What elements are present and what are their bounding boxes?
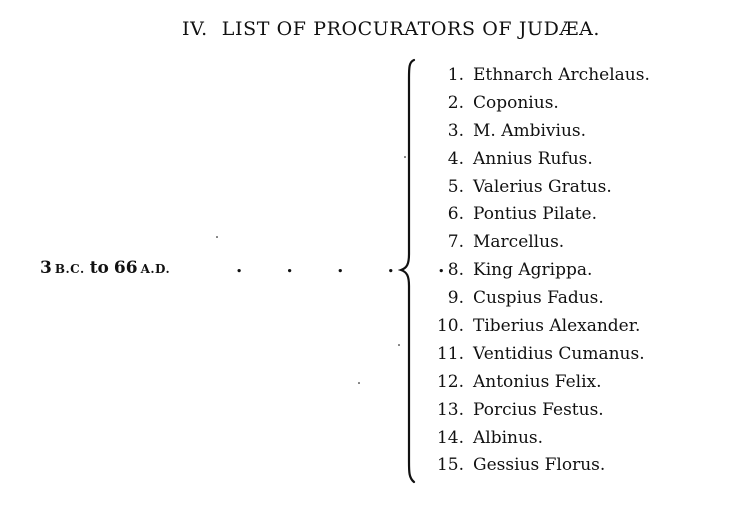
entry-name: Albinus. [473,427,544,448]
procurator-entry [426,174,650,202]
entry-number: 7. [447,232,464,253]
leader-dots: . . . . . [236,256,445,277]
scan-speck [404,156,406,158]
procurator-entry [426,452,650,480]
entry-name: Porcius Festus. [473,399,604,420]
procurator-entry [426,201,650,229]
entry-name: Valerius Gratus. [473,176,612,197]
procurator-entry [426,285,650,313]
entry-number: 4. [447,148,464,169]
curly-brace [398,58,420,486]
entry-number: 10. [436,316,464,337]
entry-number: 9. [447,288,464,309]
scan-speck [358,382,360,384]
start-era: B.C. [54,262,85,276]
start-year: 3 [40,258,52,278]
procurator-entry [426,62,650,90]
entry-number: 11. [436,343,464,364]
entry-name: Cuspius Fadus. [473,288,604,309]
entry-number: 8. [447,260,464,281]
procurator-entry [426,229,650,257]
procurator-list [426,62,650,480]
scan-speck [216,236,218,238]
procurator-entry [426,425,650,453]
procurator-entry [426,118,650,146]
entry-name: Coponius. [473,92,559,113]
end-era: A.D. [140,262,171,276]
procurator-entry [426,90,650,118]
entry-name: Antonius Felix. [473,371,602,392]
entry-number: 14. [436,427,464,448]
procurator-entry [426,341,650,369]
procurator-entry [426,313,650,341]
entry-number: 6. [447,204,464,225]
entry-name: Ethnarch Archelaus. [473,65,650,85]
entry-number: 15. [436,455,464,476]
procurator-entry [426,146,650,174]
entry-name: Ventidius Cumanus. [473,343,645,364]
procurator-entry [426,257,650,285]
scan-speck [398,344,400,346]
entry-name: Annius Rufus. [473,148,593,169]
entry-number: 12. [436,371,464,392]
end-year: 66 [113,258,138,278]
entry-name: Marcellus. [473,232,565,253]
entry-name: Pontius Pilate. [473,204,598,225]
page-heading [182,18,600,40]
entry-name: Tiberius Alexander. [473,316,641,337]
procurator-entry [426,397,650,425]
entry-name: Gessius Florus. [473,455,606,476]
section-numeral: IV. [182,18,208,40]
procurator-entry [426,369,650,397]
entry-number: 2. [447,92,464,113]
entry-number: 5. [447,176,464,197]
entry-name: M. Ambivius. [473,120,587,141]
date-range [40,258,170,278]
entry-number: 13. [436,399,464,420]
section-title: LIST OF PROCURATORS OF JUDÆA. [221,18,601,40]
entry-name: King Agrippa. [473,260,593,281]
entry-number: 1. [447,65,464,85]
range-connector: to [89,258,109,278]
entry-number: 3. [447,120,464,141]
